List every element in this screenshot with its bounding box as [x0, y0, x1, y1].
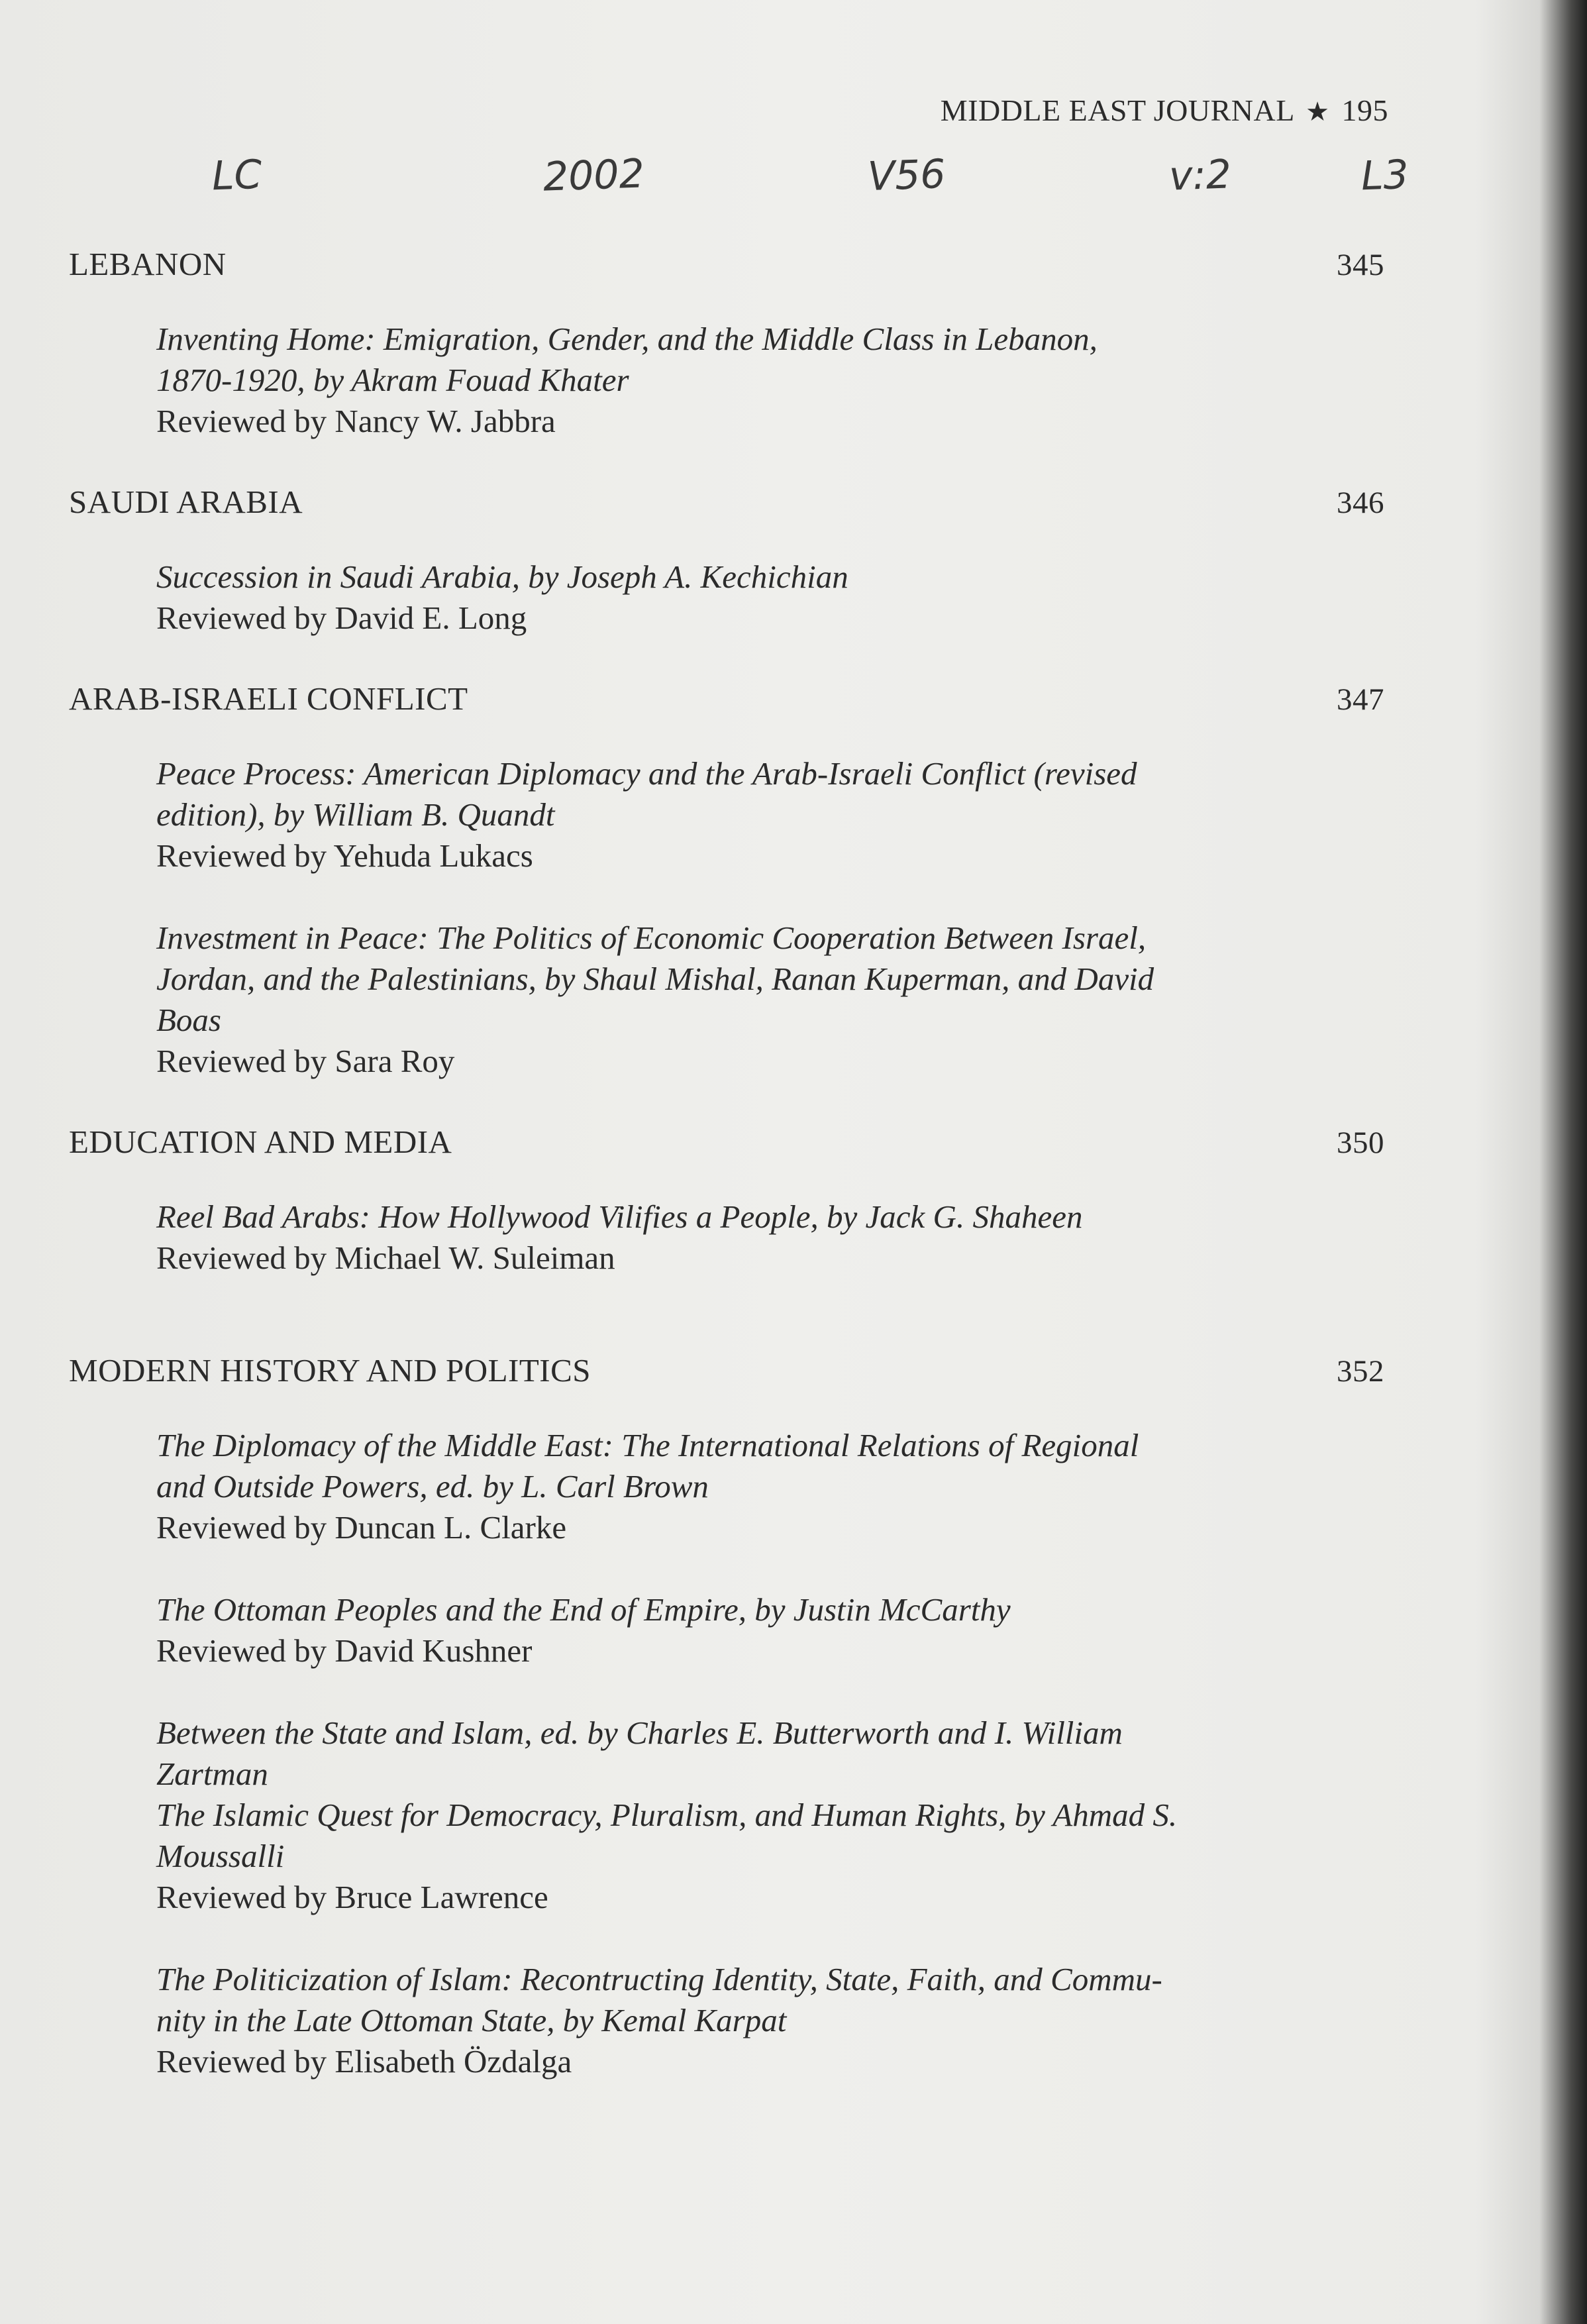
book-title-line: Peace Process: American Diplomacy and the Arab-Israeli Conflict (revised	[156, 755, 1137, 792]
section-heading-lebanon	[69, 245, 1384, 283]
running-head	[941, 93, 1388, 128]
book-title-line: Inventing Home: Emigration, Gender, and the Middle Class in Lebanon,	[156, 321, 1098, 357]
section-page-number: 352	[1337, 1354, 1384, 1389]
handwritten-note-2: 2002	[542, 150, 645, 201]
review-entry	[69, 1959, 1384, 2082]
book-title-line: nity in the Late Ottoman State, by Kemal Karpat	[156, 2002, 787, 2038]
book-title-line: Zartman	[156, 1756, 268, 1792]
section-page-number: 350	[1337, 1126, 1384, 1160]
reviewer: Reviewed by Bruce Lawrence	[156, 1879, 548, 1915]
book-title-line: Between the State and Islam, ed. by Charles E. Butterworth and I. William	[156, 1715, 1123, 1751]
review-entry	[69, 556, 1384, 639]
contents-list	[69, 245, 1384, 2123]
review-entry	[69, 1713, 1384, 1918]
book-title-line: The Ottoman Peoples and the End of Empire, by Justin McCarthy	[156, 1591, 1011, 1628]
handwritten-note-1: LC	[211, 151, 263, 200]
page-number: 195	[1341, 93, 1388, 127]
reviewer: Reviewed by Nancy W. Jabbra	[156, 403, 556, 439]
handwritten-note-5: L3	[1360, 151, 1409, 200]
journal-name: MIDDLE EAST JOURNAL	[940, 93, 1294, 127]
section-page-number: 346	[1337, 486, 1384, 520]
review-entry	[69, 1589, 1384, 1671]
reviewer: Reviewed by Sara Roy	[156, 1043, 455, 1079]
section-title: MODERN HISTORY AND POLITICS	[69, 1352, 591, 1389]
section-page-number: 347	[1337, 682, 1384, 717]
reviewer: Reviewed by Elisabeth Özdalga	[156, 2043, 572, 2080]
reviewer: Reviewed by David Kushner	[156, 1632, 533, 1669]
star-icon: ★	[1305, 97, 1330, 127]
section-heading-saudi-arabia	[69, 483, 1384, 521]
handwritten-note-4: v:2	[1168, 151, 1233, 200]
book-title-line: Boas	[156, 1002, 221, 1038]
review-entry	[69, 1196, 1384, 1279]
section-title: ARAB-ISRAELI CONFLICT	[69, 680, 468, 717]
reviewer: Reviewed by Michael W. Suleiman	[156, 1240, 615, 1276]
book-title-line: Investment in Peace: The Politics of Economic Cooperation Between Israel,	[156, 920, 1147, 956]
section-heading-modern-history-and-politics	[69, 1351, 1384, 1389]
section-page-number: 345	[1337, 248, 1384, 282]
book-title-line: Succession in Saudi Arabia, by Joseph A. Kechichian	[156, 558, 848, 595]
reviewer: Reviewed by Duncan L. Clarke	[156, 1509, 567, 1546]
reviewer: Reviewed by Yehuda Lukacs	[156, 837, 533, 874]
book-title-line: The Diplomacy of the Middle East: The International Relations of Regional	[156, 1427, 1139, 1463]
section-title: EDUCATION AND MEDIA	[69, 1124, 452, 1160]
handwritten-note-3: V56	[866, 150, 947, 201]
review-entry	[69, 319, 1384, 442]
book-title-line: Jordan, and the Palestinians, by Shaul Mishal, Ranan Kuperman, and David	[156, 961, 1154, 997]
book-title-line: and Outside Powers, ed. by L. Carl Brown	[156, 1468, 709, 1505]
section-title: SAUDI ARABIA	[69, 484, 303, 520]
review-entry	[69, 918, 1384, 1082]
review-entry	[69, 1425, 1384, 1548]
reviewer: Reviewed by David E. Long	[156, 600, 527, 636]
section-heading-education-and-media	[69, 1123, 1384, 1161]
book-title-line: Moussalli	[156, 1838, 285, 1874]
section-heading-arab-israeli-conflict	[69, 680, 1384, 717]
book-title-line: The Islamic Quest for Democracy, Pluralism, and Human Rights, by Ahmad S.	[156, 1797, 1178, 1833]
book-title-line: The Politicization of Islam: Recontructing Identity, State, Faith, and Commu-	[156, 1961, 1162, 1997]
section-title: LEBANON	[69, 246, 227, 282]
book-title-line: edition), by William B. Quandt	[156, 796, 555, 833]
book-title-line: Reel Bad Arabs: How Hollywood Vilifies a People, by Jack G. Shaheen	[156, 1198, 1083, 1235]
book-title-line: 1870-1920, by Akram Fouad Khater	[156, 362, 629, 398]
review-entry	[69, 753, 1384, 876]
